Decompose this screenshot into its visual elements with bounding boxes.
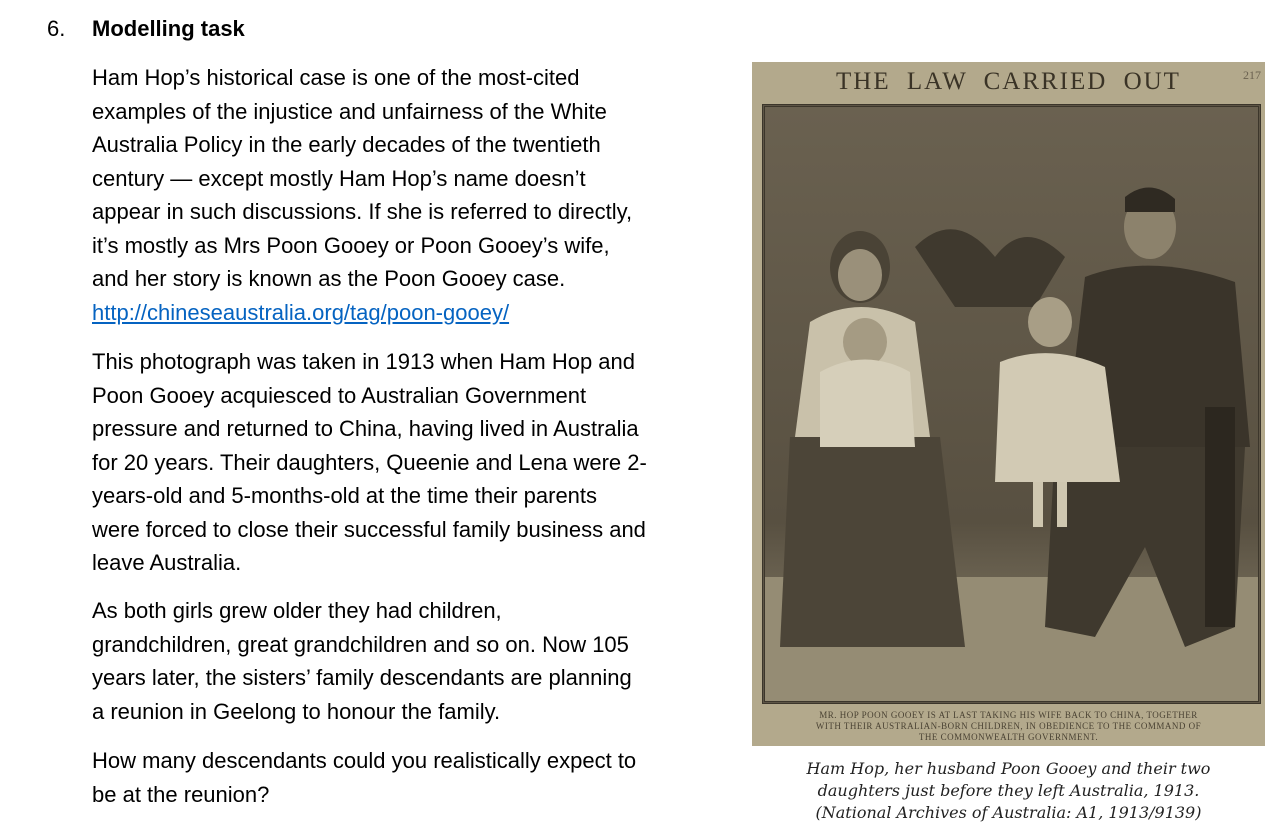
paragraph-3 bbox=[92, 594, 632, 728]
text-line: Australia Policy in the early decades of the twentieth bbox=[92, 132, 601, 157]
text-line: for 20 years. Their daughters, Queenie and Lena were 2- bbox=[92, 449, 647, 475]
text-line: years-old and 5-months-old at the time their parents bbox=[92, 483, 598, 508]
question-paragraph bbox=[92, 744, 636, 811]
text-line: and her story is known as the Poon Gooey case. bbox=[92, 266, 566, 291]
text-line: years later, the sisters’ family descendants are planning bbox=[92, 665, 632, 690]
caption-line: MR. HOP POON GOOEY IS AT LAST TAKING HIS WIFE BACK TO CHINA, TOGETHER bbox=[819, 710, 1198, 720]
newspaper-photograph bbox=[752, 62, 1265, 746]
newspaper-headline: THE LAW CARRIED OUT bbox=[836, 68, 1181, 95]
text-line: pressure and returned to China, having lived in Australia bbox=[92, 416, 639, 441]
family-portrait bbox=[762, 104, 1261, 704]
text-line: Ham Hop’s historical case is one of the most-cited bbox=[92, 65, 580, 90]
caption-line: (National Archives of Australia: A1, 1913/9139) bbox=[815, 803, 1202, 822]
text-line: As both girls grew older they had children, bbox=[92, 598, 502, 623]
text-line: grandchildren, great grandchildren and so on. Now 105 bbox=[92, 631, 629, 657]
paragraph-2 bbox=[92, 345, 647, 580]
family-portrait-illustration bbox=[765, 107, 1258, 701]
photo-caption bbox=[752, 758, 1265, 824]
text-line: leave Australia. bbox=[92, 550, 242, 575]
text-line: a reunion in Geelong to honour the family. bbox=[92, 698, 501, 724]
text-line: This photograph was taken in 1913 when Ham Hop and bbox=[92, 349, 636, 374]
caption-line: daughters just before they left Australia, 1913. bbox=[817, 781, 1200, 800]
text-line: were forced to close their successful family business and bbox=[92, 516, 646, 542]
text-line: be at the reunion? bbox=[92, 781, 270, 807]
text-line: it’s mostly as Mrs Poon Gooey or Poon Gooey’s wife, bbox=[92, 232, 610, 258]
caption-line: THE COMMONWEALTH GOVERNMENT. bbox=[918, 732, 1099, 742]
newspaper-caption bbox=[752, 710, 1265, 743]
archive-stamp: 217 bbox=[1243, 68, 1261, 82]
text-line: appear in such discussions. If she is referred to directly, bbox=[92, 199, 633, 224]
text-line: How many descendants could you realistically expect to bbox=[92, 748, 637, 773]
caption-line: WITH THEIR AUSTRALIAN-BORN CHILDREN, IN OBEDIENCE TO THE COMMAND OF bbox=[815, 721, 1202, 731]
task-heading: Modelling task bbox=[92, 16, 245, 41]
text-line: Poon Gooey acquiesced to Australian Government bbox=[92, 382, 587, 408]
task-number: 6. bbox=[47, 16, 66, 41]
paragraph-1 bbox=[92, 61, 632, 329]
source-link[interactable]: http://chineseaustralia.org/tag/poon-gooey/ bbox=[92, 299, 510, 325]
caption-line: Ham Hop, her husband Poon Gooey and their two bbox=[806, 759, 1211, 778]
text-line: century — except mostly Ham Hop’s name doesn’t bbox=[92, 165, 586, 191]
text-line: examples of the injustice and unfairness of the White bbox=[92, 98, 607, 124]
